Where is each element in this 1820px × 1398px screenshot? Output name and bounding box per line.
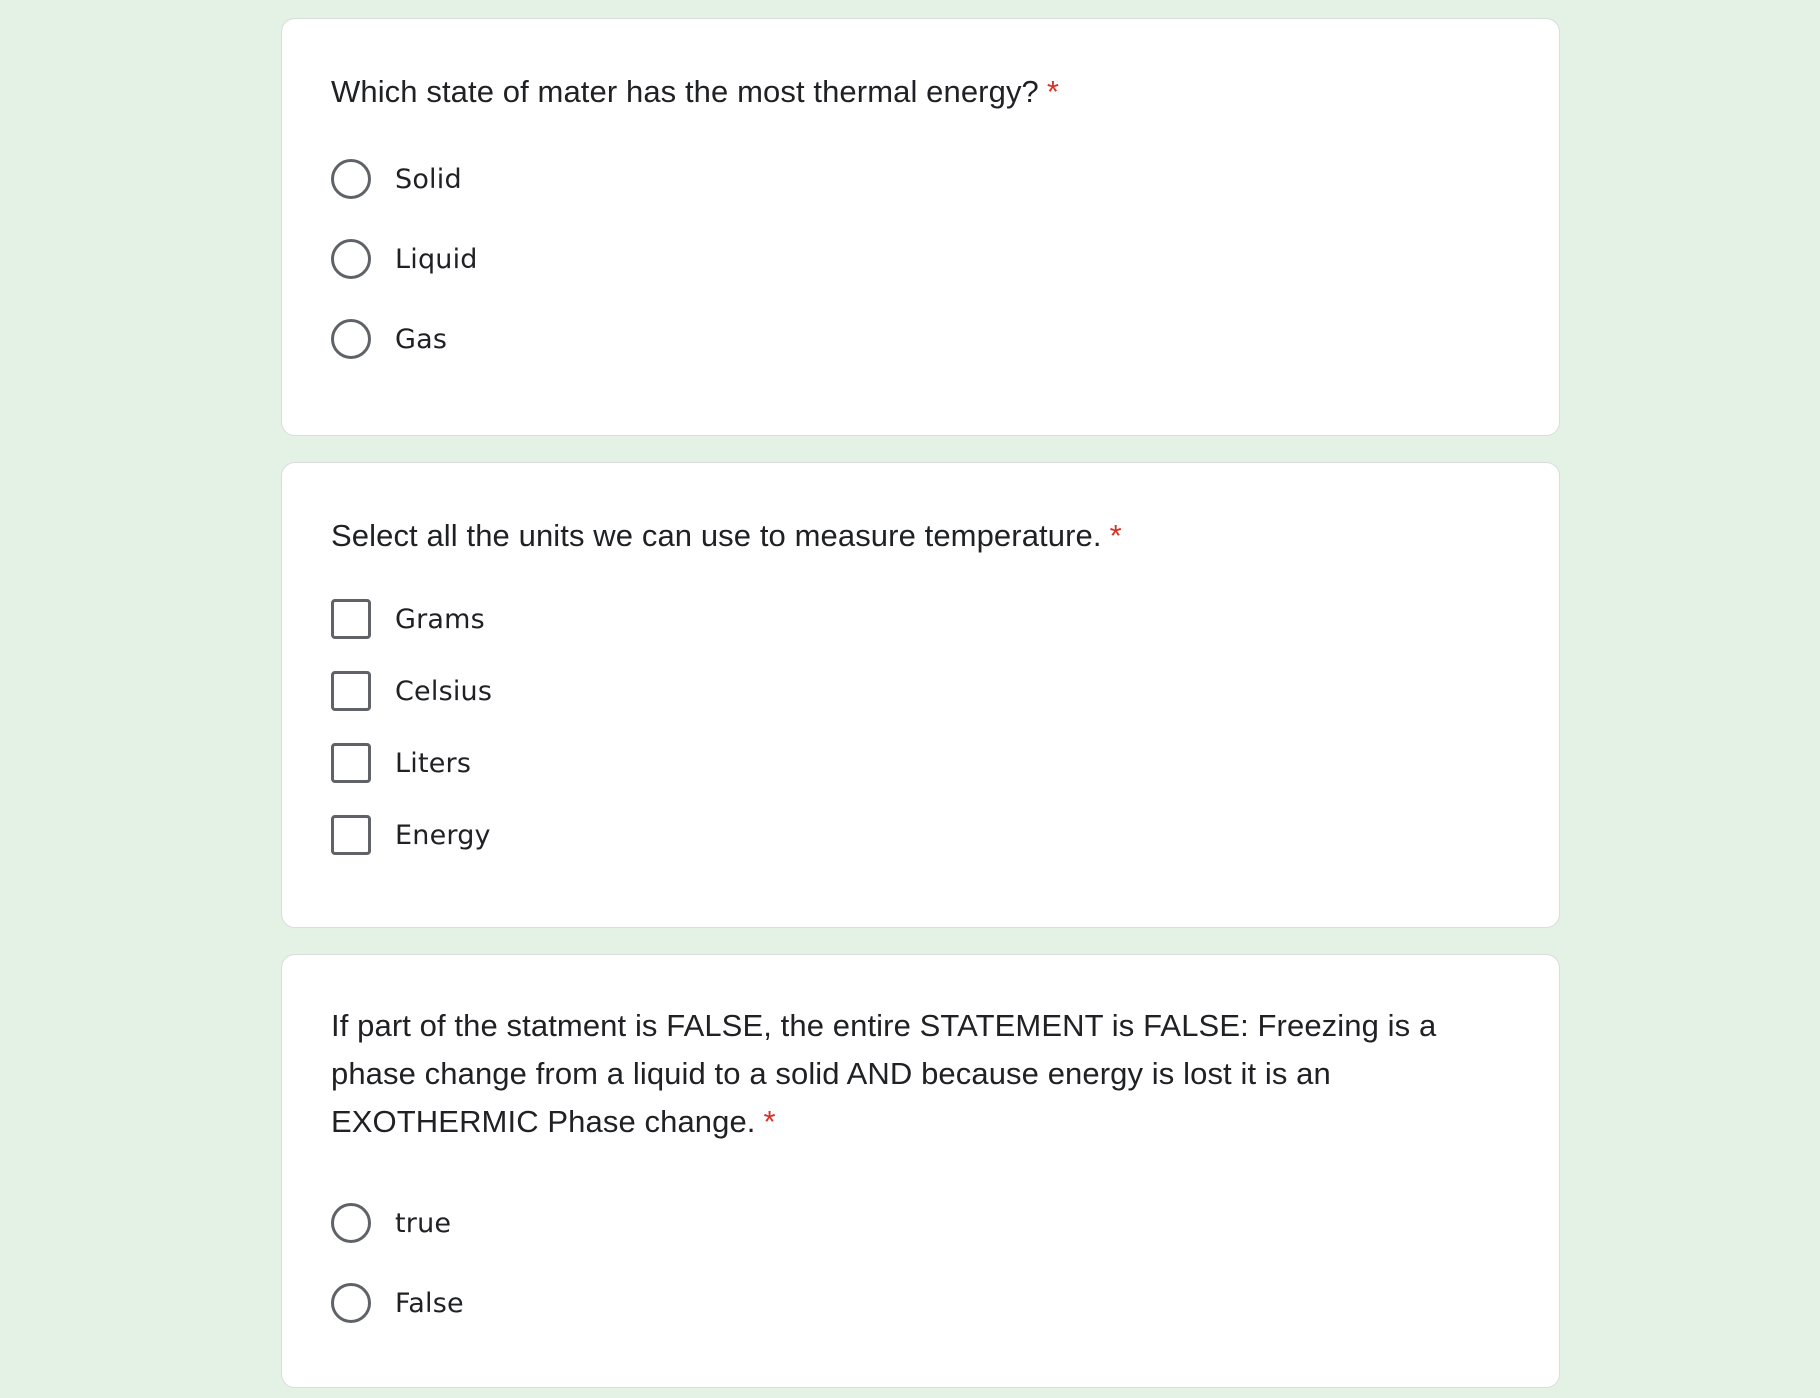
required-asterisk: * xyxy=(1109,518,1122,553)
radio-group-1 xyxy=(331,139,1510,379)
required-asterisk: * xyxy=(763,1104,776,1139)
option-label: Solid xyxy=(395,163,462,195)
option-true[interactable] xyxy=(331,1183,1510,1263)
option-label: False xyxy=(395,1287,464,1319)
option-liquid[interactable] xyxy=(331,219,1510,299)
question-card-2 xyxy=(281,462,1560,928)
option-solid[interactable] xyxy=(331,139,1510,219)
question-text-2: Select all the units we can use to measure temperature. xyxy=(331,518,1102,553)
option-label: Energy xyxy=(395,819,491,851)
option-label: true xyxy=(395,1207,452,1239)
option-label: Liquid xyxy=(395,243,478,275)
question-card-1 xyxy=(281,18,1560,436)
option-false[interactable] xyxy=(331,1263,1510,1343)
checkbox[interactable] xyxy=(331,599,371,639)
option-grams[interactable] xyxy=(331,583,1510,655)
option-label: Celsius xyxy=(395,675,493,707)
option-energy[interactable] xyxy=(331,799,1510,871)
option-gas[interactable] xyxy=(331,299,1510,379)
radio-group-3 xyxy=(331,1183,1510,1343)
checkbox-group-2 xyxy=(331,583,1510,871)
form-column xyxy=(281,18,1560,1388)
checkbox[interactable] xyxy=(331,815,371,855)
option-label: Gas xyxy=(395,323,448,355)
checkbox[interactable] xyxy=(331,671,371,711)
required-asterisk: * xyxy=(1046,74,1060,109)
question-title-1 xyxy=(331,19,1510,116)
radio-button[interactable] xyxy=(331,159,371,199)
question-text-3: If part of the statment is FALSE, the entire STATEMENT is FALSE: Freezing is a phase change from a liquid to a solid AND because energy is lost it is an EXOTHERMIC Phase change. xyxy=(331,1008,1437,1139)
radio-button[interactable] xyxy=(331,239,371,279)
checkbox[interactable] xyxy=(331,743,371,783)
option-label: Liters xyxy=(395,747,472,779)
question-text-1: Which state of mater has the most thermal energy? xyxy=(331,74,1039,109)
option-celsius[interactable] xyxy=(331,655,1510,727)
question-card-3 xyxy=(281,954,1560,1388)
option-liters[interactable] xyxy=(331,727,1510,799)
option-label: Grams xyxy=(395,603,485,635)
question-title-3 xyxy=(331,955,1510,1146)
radio-button[interactable] xyxy=(331,319,371,359)
radio-button[interactable] xyxy=(331,1283,371,1323)
question-title-2 xyxy=(331,463,1510,560)
radio-button[interactable] xyxy=(331,1203,371,1243)
